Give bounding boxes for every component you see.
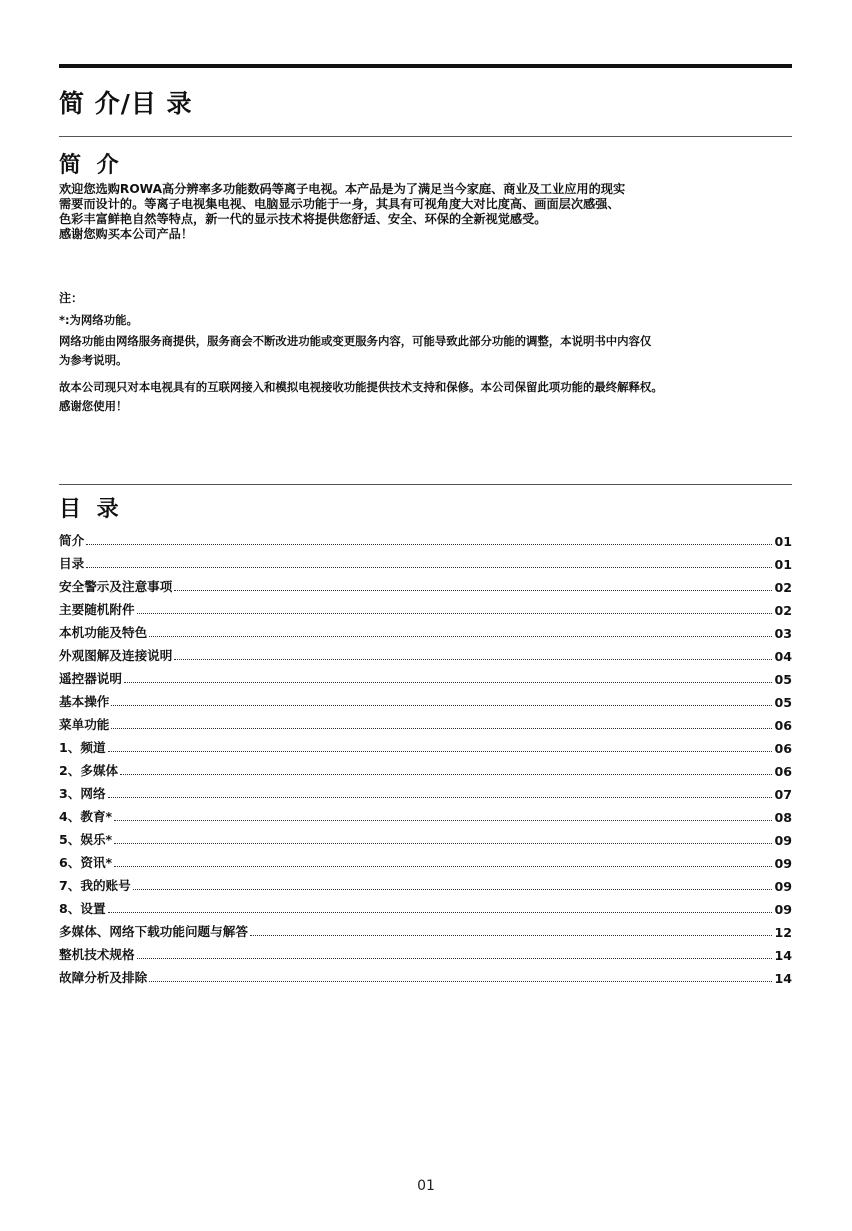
toc-entry-label: 多媒体、网络下载功能问题与解答 — [59, 924, 248, 939]
toc-entry[interactable] — [59, 963, 792, 986]
support-line: 故本公司现只对本电视具有的互联网接入和模拟电视接收功能提供技术支持和保修。本公司保留此项功能的最终解释权。 — [59, 380, 663, 394]
toc-entry[interactable] — [59, 733, 792, 756]
toc-entry[interactable] — [59, 572, 792, 595]
toc-entry-page: 01 — [774, 557, 792, 572]
toc-entry-label: 5、娱乐* — [59, 832, 113, 847]
toc-dot-leader — [86, 567, 772, 568]
title-divider — [59, 136, 792, 137]
toc-entry-page: 06 — [774, 741, 792, 756]
toc-entry-page: 09 — [774, 856, 792, 871]
toc-entry-label: 基本操作 — [59, 694, 110, 709]
toc-dot-leader — [86, 544, 772, 545]
toc-entry[interactable] — [59, 848, 792, 871]
toc-entry[interactable] — [59, 687, 792, 710]
page-number: 01 — [417, 1178, 435, 1194]
intro-paragraph — [59, 182, 792, 242]
toc-entry[interactable] — [59, 526, 792, 549]
toc-entry-page: 08 — [774, 810, 792, 825]
toc-dot-leader — [137, 613, 773, 614]
toc-dot-leader — [111, 728, 772, 729]
toc-entry-label: 2、多媒体 — [59, 763, 119, 778]
intro-line: 色彩丰富鲜艳自然等特点，新一代的显示技术将提供您舒适、安全、环保的全新视觉感受。 — [59, 212, 547, 226]
toc-entry-label: 遥控器说明 — [59, 671, 122, 686]
toc-entry-page: 09 — [774, 902, 792, 917]
toc-entry[interactable] — [59, 825, 792, 848]
toc-entry[interactable] — [59, 618, 792, 641]
toc-dot-leader — [108, 751, 773, 752]
toc-dot-leader — [108, 912, 773, 913]
toc-entry[interactable] — [59, 756, 792, 779]
toc-entry-label: 8、设置 — [59, 901, 106, 916]
toc-entry-label: 目录 — [59, 556, 85, 571]
toc-entry-label: 故障分析及排除 — [59, 970, 148, 985]
toc-dot-leader — [114, 866, 772, 867]
toc-dot-leader — [149, 981, 772, 982]
page-title: 简 介/目 录 — [59, 89, 193, 118]
toc-entry[interactable] — [59, 641, 792, 664]
network-disclaimer — [59, 332, 792, 370]
disclaimer-line: 为参考说明。 — [59, 353, 128, 367]
toc-entry-label: 3、网络 — [59, 786, 106, 801]
toc-heading: 目 录 — [59, 497, 123, 522]
toc-dot-leader — [250, 935, 773, 936]
toc-dot-leader — [111, 705, 772, 706]
toc-entry-page: 07 — [774, 787, 792, 802]
toc-entry-label: 4、教育* — [59, 809, 113, 824]
toc-entry-label: 安全警示及注意事项 — [59, 579, 173, 594]
toc-entry-page: 01 — [774, 534, 792, 549]
toc-entry[interactable] — [59, 779, 792, 802]
toc-dot-leader — [149, 636, 772, 637]
table-of-contents — [59, 526, 792, 986]
toc-entry[interactable] — [59, 802, 792, 825]
toc-entry-page: 03 — [774, 626, 792, 641]
toc-entry-page: 14 — [774, 948, 792, 963]
toc-entry-label: 本机功能及特色 — [59, 625, 148, 640]
toc-entry[interactable] — [59, 940, 792, 963]
toc-entry-page: 09 — [774, 879, 792, 894]
toc-entry-page: 06 — [774, 718, 792, 733]
toc-dot-leader — [114, 820, 772, 821]
toc-entry-page: 05 — [774, 672, 792, 687]
notes-block — [59, 289, 792, 416]
toc-entry-label: 整机技术规格 — [59, 947, 135, 962]
intro-line: 欢迎您选购ROWA高分辨率多功能数码等离子电视。本产品是为了满足当今家庭、商业及工业应用的现实 — [59, 182, 626, 196]
toc-divider — [59, 484, 792, 485]
toc-entry-label: 外观图解及连接说明 — [59, 648, 173, 663]
toc-entry-page: 12 — [774, 925, 792, 940]
toc-entry[interactable] — [59, 664, 792, 687]
toc-dot-leader — [120, 774, 772, 775]
intro-line: 需要而设计的。等离子电视集电视、电脑显示功能于一身，其具有可视角度大对比度高、画面层次感强、 — [59, 197, 620, 211]
network-star-note: *:为网络功能。 — [59, 313, 138, 327]
toc-entry-page: 06 — [774, 764, 792, 779]
toc-entry[interactable] — [59, 710, 792, 733]
toc-entry-page: 02 — [774, 603, 792, 618]
toc-entry-label: 1、频道 — [59, 740, 106, 755]
top-thick-rule — [59, 64, 792, 68]
toc-entry[interactable] — [59, 871, 792, 894]
toc-entry[interactable] — [59, 917, 792, 940]
toc-entry[interactable] — [59, 595, 792, 618]
toc-entry-page: 02 — [774, 580, 792, 595]
toc-dot-leader — [174, 659, 772, 660]
toc-entry-label: 6、资讯* — [59, 855, 113, 870]
support-statement — [59, 378, 792, 416]
toc-entry[interactable] — [59, 894, 792, 917]
toc-entry[interactable] — [59, 549, 792, 572]
toc-entry-label: 简介 — [59, 533, 85, 548]
intro-heading: 简 介 — [59, 153, 123, 178]
support-line: 感谢您使用！ — [59, 399, 128, 413]
toc-entry-label: 7、我的账号 — [59, 878, 131, 893]
toc-dot-leader — [137, 958, 773, 959]
toc-entry-page: 09 — [774, 833, 792, 848]
toc-entry-page: 04 — [774, 649, 792, 664]
toc-dot-leader — [114, 843, 772, 844]
toc-dot-leader — [174, 590, 772, 591]
notes-title: 注： — [59, 291, 84, 305]
toc-entry-label: 主要随机附件 — [59, 602, 135, 617]
disclaimer-line: 网络功能由网络服务商提供，服务商会不断改进功能或变更服务内容，可能导致此部分功能的调整，本说明书中内容仅 — [59, 334, 652, 348]
toc-dot-leader — [124, 682, 773, 683]
toc-dot-leader — [108, 797, 773, 798]
toc-entry-page: 14 — [774, 971, 792, 986]
toc-entry-page: 05 — [774, 695, 792, 710]
toc-dot-leader — [133, 889, 773, 890]
intro-line: 感谢您购买本公司产品！ — [59, 227, 194, 241]
toc-entry-label: 菜单功能 — [59, 717, 110, 732]
